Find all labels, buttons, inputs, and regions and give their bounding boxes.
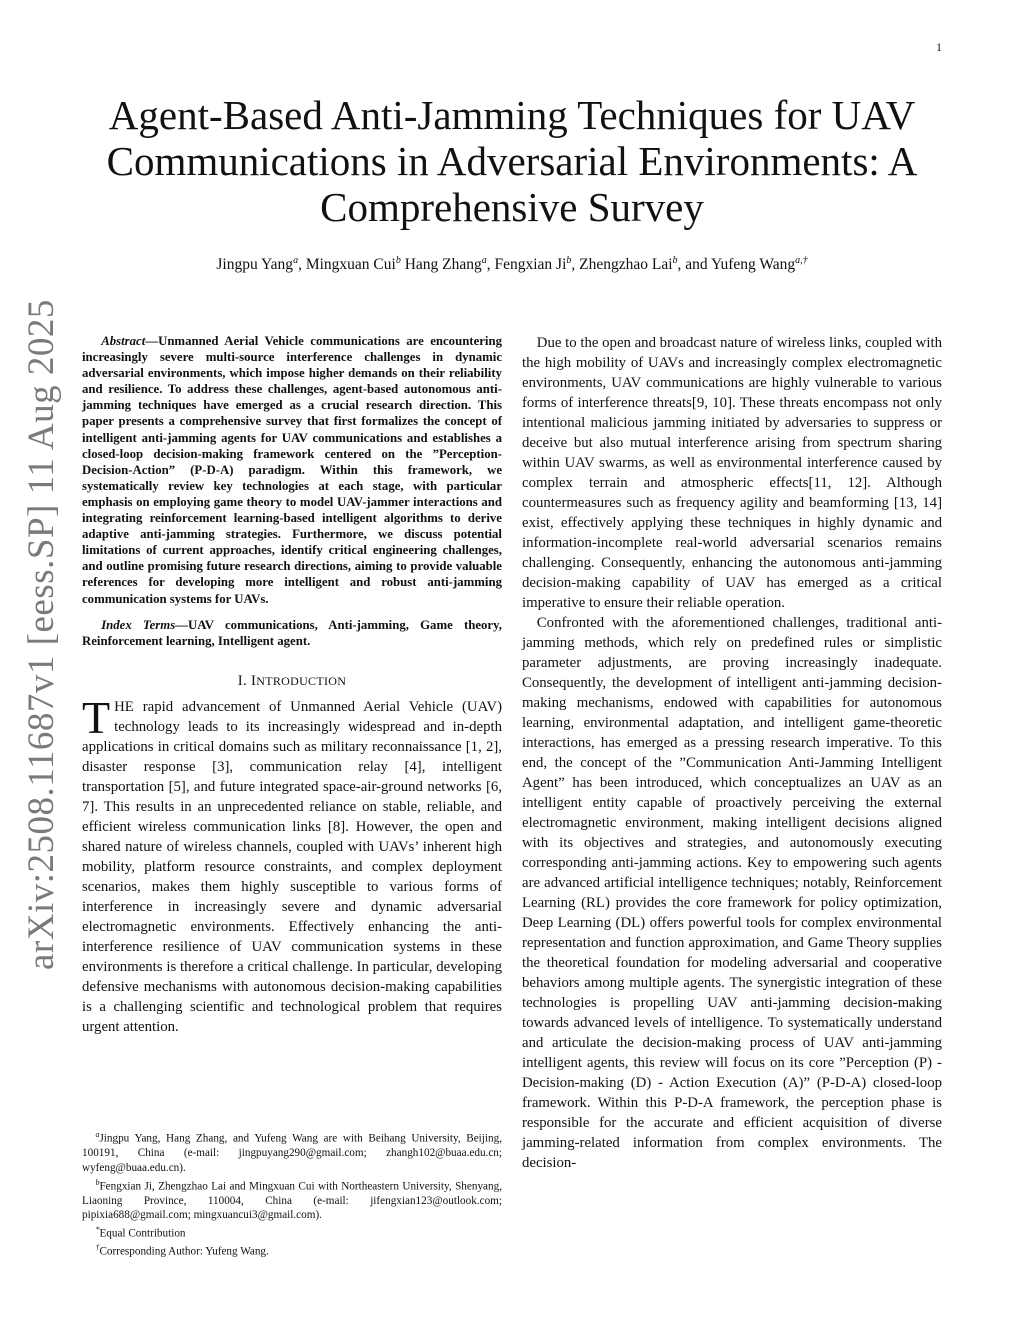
author: Hang Zhang$^a$, [404,255,495,274]
author: Fengxian Ji$^b$, [494,255,580,274]
drop-cap: T [82,691,111,743]
left-column [82,333,502,1037]
author: Mingxuan Cui$^b$ [305,255,401,274]
right-column [522,333,942,1173]
body-paragraph: Confronted with the aforementioned challenges, traditional anti-jamming methods, which rely on predefined rules or simplistic parameter adjustments, are proving increasingly inadequate. Consequently, the development of intelligent anti-jamming decision-making mechanisms, endowed with capabilities for autonomous learning, environmental adaptation, and intelligent game-theoretic interactions, has emerged as a pressing research imperative. To this end, the concept of the ”Communication Anti-Jamming Intelligent Agent” has been introduced, which conceptualizes an UAV as an intelligent entity capable of proactively perceiving the external electromagnetic environment, making intelligent decisions aligned with its objectives and strategies, and autonomously executing corresponding anti-jamming actions. Key to empowering such agents are advanced artificial intelligence techniques; notably, Reinforcement Learning (RL) provides the core framework for policy optimization, Deep Learning (DL) offers powerful tools for complex environmental representation and function approximation, and Game Theory supplies the theoretical foundation for modeling adversarial and cooperative behaviors among multiple agents. The synergistic integration of these technologies is propelling UAV anti-jamming decision-making towards advanced levels of intelligence. To systematically understand and articulate the decision-making process of UAV anti-jamming intelligent agents, this review will focus on its core ”Perception (P) - Decision-making (D) - Action Execution (A)” (P-D-A) closed-loop framework. Within this P-D-A framework, the perception phase is responsible for the accurate and efficient acquisition of diverse jamming-related information from complex environments. The decision- [522,615,942,1171]
footnote-equal-contribution: *Equal Contribution [95,1225,186,1240]
author: Jingpu Yang$^a$, [216,255,306,274]
abstract-text: —Unmanned Aerial Vehicle communications are encountering increasingly severe multi-source interference challenges in dynamic adversarial environments, which impose higher demands on their reliability and resilience. To address these challenges, agent-based autonomous anti-jamming techniques have emerged as a crucial research direction. This paper presents a comprehensive survey that first formalizes the concept of intelligent anti-jamming agents for UAV communications and establishes a closed-loop decision-making framework centered on the ”Perception-Decision-Action” (P-D-A) paradigm. Within this framework, we systematically review key technologies at each stage, with particular emphasis on employing game theory to model UAV-jammer interactions and integrating reinforcement learning-based intelligent algorithms to derive adaptive anti-jamming strategies. Furthermore, we discuss potential limitations of current approaches, identify critical engineering challenges, and outline promising future research directions, aiming to provide valuable references for developing more intelligent and robust anti-jamming communication systems for UAVs. [82,334,502,606]
footnote-affiliation-a: $^a$Jingpu Yang, Hang Zhang, and Yufeng Wang are with Beihang University, Beijing, 100191, China (e-mail: jingpuyang290@gmail.com; zhangh102@buaa.edu.cn; wyfeng@buaa.edu.cn). [82,1130,502,1174]
author: Zhengzhao Lai$^b$, and [579,255,711,274]
body-paragraph: Due to the open and broadcast nature of wireless links, coupled with the high mobility of UAVs and increasingly complex electromagnetic environments, UAV communications are highly vulnerable to various forms of interference threats[9, 10]. These threats encompass not only intentional malicious jamming initiated by adversaries to suppress or deceive but also mutual interference arising from spectrum sharing within UAV swarms, as well as environmental interference caused by complex terrain and atmospheric effects[11, 12]. Although countermeasures such as frequency agility and beamforming [13, 14] exist, effectively applying these techniques in highly dynamic and information-incomplete real-world adversarial scenarios remains challenging. Consequently, enhancing the autonomous anti-jamming decision-making capability of UAV has emerged as a critical imperative to ensure their reliable operation. [522,335,942,611]
author: Yufeng Wang$^{a,\dagger}$ [710,255,808,274]
index-terms [82,617,502,649]
arxiv-identifier: arXiv:2508.11687v1 [eess.SP] 11 Aug 2025 [21,299,62,970]
paper-title: Agent-Based Anti-Jamming Techniques for UAV Communications in Adversarial Environments: A Comprehensive Survey [106,92,918,230]
author-list [80,255,944,274]
index-terms-text: —UAV communications, Anti-jamming, Game theory, Reinforcement learning, Intelligent agent. [82,617,502,648]
footnote-corresponding-author: †Corresponding Author: Yufeng Wang. [95,1243,269,1259]
footnotes [82,1128,502,1260]
index-terms-label: Index Terms [101,617,176,632]
abstract [82,333,502,607]
abstract-label: Abstract [101,334,146,348]
section-heading-introduction: I. INTRODUCTION [237,672,347,689]
footnote-affiliation-b: $^b$Fengxian Ji, Zhengzhao Lai and Mingxuan Cui with Northeastern University, Shenyang, Liaoning Province, 110004, China (e-mail: jifengxian123@outlook.com; pipixia688@gmail.com; mingxuancui3@gmail.com). [82,1177,502,1222]
page-number: 1 [936,40,942,54]
intro-paragraph: THE rapid advancement of Unmanned Aerial Vehicle (UAV) technology leads to its increasingly widespread and in-depth applications in critical domains such as military reconnaissance [1, 2], disaster response [3], communication relay [4], intelligent transportation [5], and future integrated space-air-ground networks [6, 7]. This results in an unprecedented reliance on stable, reliable, and efficient wireless communication links [8]. However, the open and shared nature of wireless channels, coupled with UAVs’ inherent high mobility, platform resource constraints, and complex deployment scenarios, makes them highly susceptible to various forms of interference in increasingly severe and dynamic adversarial electromagnetic environments. Effectively enhancing the anti-interference resilience of UAV communication systems in these environments is therefore a critical challenge. In particular, developing defensive mechanisms with autonomous decision-making capabilities is a challenging scientific and technological problem that requires urgent attention. [82,691,502,1035]
